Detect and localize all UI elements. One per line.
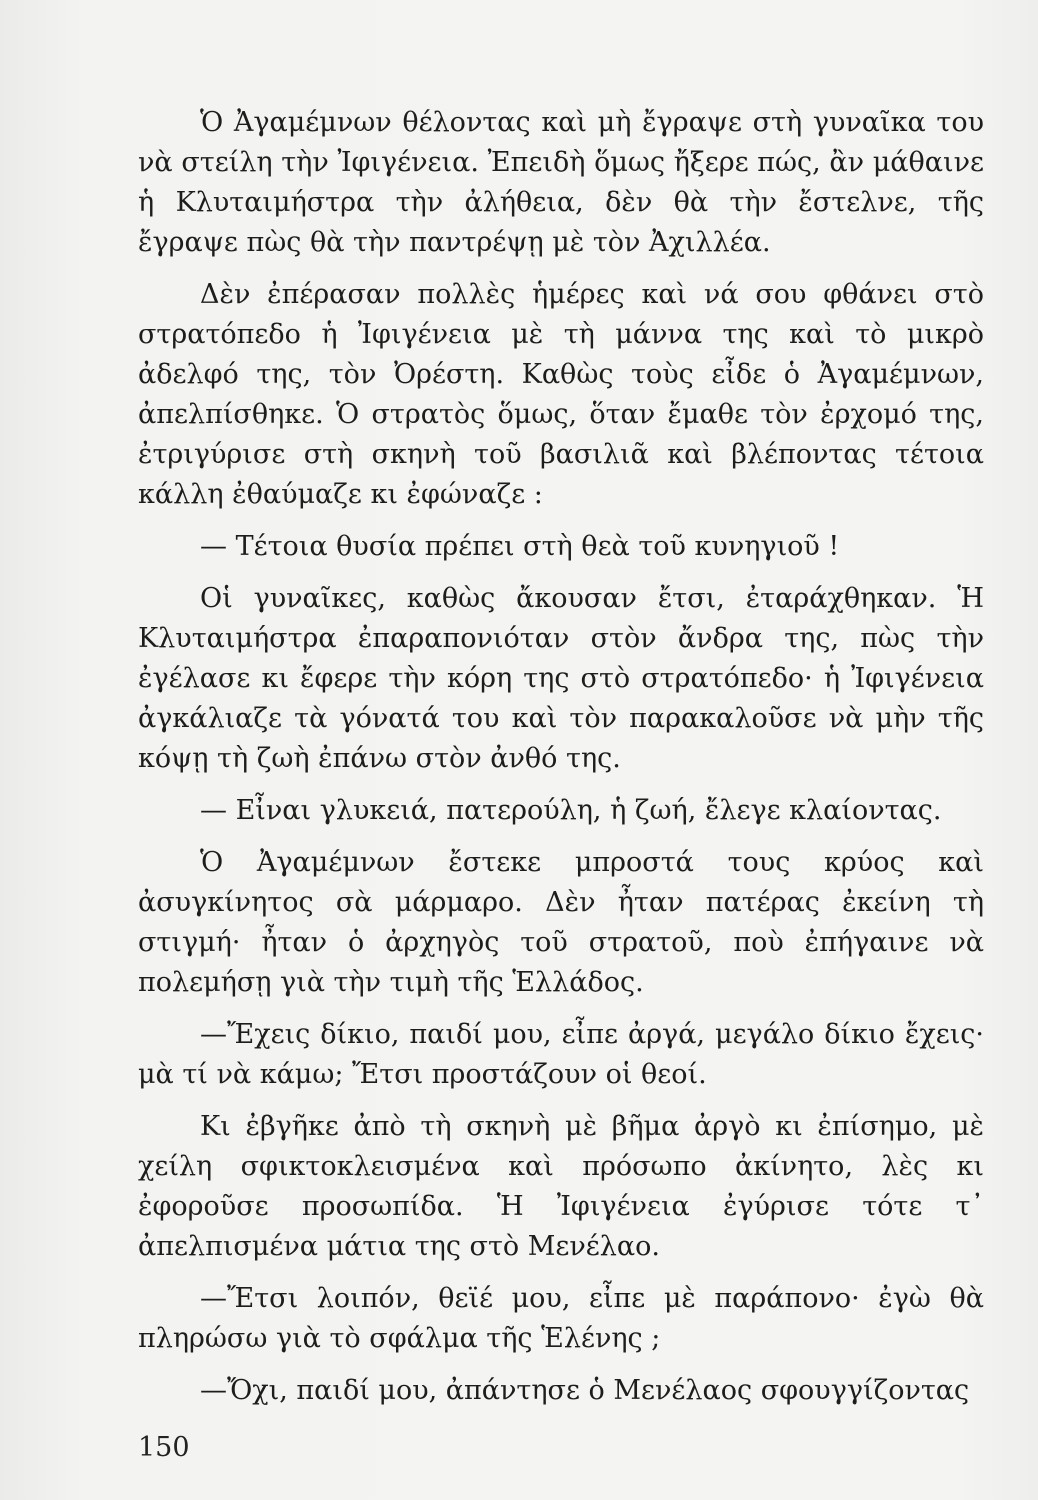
paragraph-1: Ὁ Ἀγαμέμνων θέλοντας καὶ μὴ ἔγραψε στὴ γυναῖκα του νὰ στείλη τὴν Ἰφιγένεια. Ἐπειδὴ ὅμως ἤξερε πώς, ἂν μάθαινε ἡ Κλυταιμήστρα τὴν ἀλήθεια, δὲν θὰ τὴν ἔστελνε, τῆς ἔγραψε πὼς θὰ τὴν παντρέψῃ μὲ τὸν Ἀχιλλέα. xyxy=(138,107,984,258)
dialogue-1: — Τέτοια θυσία πρέπει στὴ θεὰ τοῦ κυνηγιοῦ ! xyxy=(200,531,840,562)
dialogue-4: —Ἔτσι λοιπόν, θεϊέ μου, εἶπε μὲ παράπονο· ἐγὼ θὰ πληρώσω γιὰ τὸ σφάλμα τῆς Ἑλένης ; xyxy=(138,1283,984,1354)
page-number: 150 xyxy=(138,1432,190,1463)
paragraph-5: Κι ἐβγῆκε ἀπὸ τὴ σκηνὴ μὲ βῆμα ἀργὸ κι ἐπίσημο, μὲ χείλη σφικτοκλεισμένα καὶ πρόσωπο ἀκίνητο, λὲς κι ἐφοροῦσε προσωπίδα. Ἡ Ἰφιγένεια ἐγύρισε τότε τ᾽ ἀπελπισμένα μάτια της στὸ Μενέλαο. xyxy=(138,1111,984,1262)
dialogue-2: — Εἶναι γλυκειά, πατερούλη, ἡ ζωή, ἔλεγε κλαίοντας. xyxy=(200,795,942,826)
paragraph-4: Ὁ Ἀγαμέμνων ἔστεκε μπροστά τους κρύος καὶ ἀσυγκίνητος σὰ μάρμαρο. Δὲν ἦταν πατέρας ἐκείνη τὴ στιγμή· ἦταν ὁ ἀρχηγὸς τοῦ στρατοῦ, ποὺ ἐπήγαινε νὰ πολεμήσῃ γιὰ τὴν τιμὴ τῆς Ἑλλάδος. xyxy=(138,847,984,998)
body-text xyxy=(138,103,984,1423)
dialogue-3: —Ἔχεις δίκιο, παιδί μου, εἶπε ἀργά, μεγάλο δίκιο ἔχεις· μὰ τί νὰ κάμω; Ἔτσι προστάζουν οἱ θεοί. xyxy=(138,1019,984,1090)
dialogue-5: —Ὄχι, παιδί μου, ἀπάντησε ὁ Μενέλαος σφουγγίζοντας xyxy=(200,1375,970,1406)
paragraph-3: Οἱ γυναῖκες, καθὼς ἄκουσαν ἔτσι, ἐταράχθηκαν. Ἡ Κλυταιμήστρα ἐπαραπονιόταν στὸν ἄνδρα της, πὼς τὴν ἐγέλασε κι ἔφερε τὴν κόρη της στὸ στρατόπεδο· ἡ Ἰφιγένεια ἀγκάλιαζε τὰ γόνατά του καὶ τὸν παρακαλοῦσε νὰ μὴν τῆς κόψῃ τὴ ζωὴ ἐπάνω στὸν ἀνθό της. xyxy=(138,583,984,774)
paragraph-2: Δὲν ἐπέρασαν πολλὲς ἡμέρες καὶ νά σου φθάνει στὸ στρατόπεδο ἡ Ἰφιγένεια μὲ τὴ μάννα της καὶ τὸ μικρὸ ἀδελφό της, τὸν Ὀρέστη. Καθὼς τοὺς εἶδε ὁ Ἀγαμέμνων, ἀπελπίσθηκε. Ὁ στρατὸς ὅμως, ὅταν ἔμαθε τὸν ἐρχομό της, ἐτριγύρισε στὴ σκηνὴ τοῦ βασιλιᾶ καὶ βλέποντας τέτοια κάλλη ἐθαύμαζε κι ἐφώναζε : xyxy=(138,279,984,510)
